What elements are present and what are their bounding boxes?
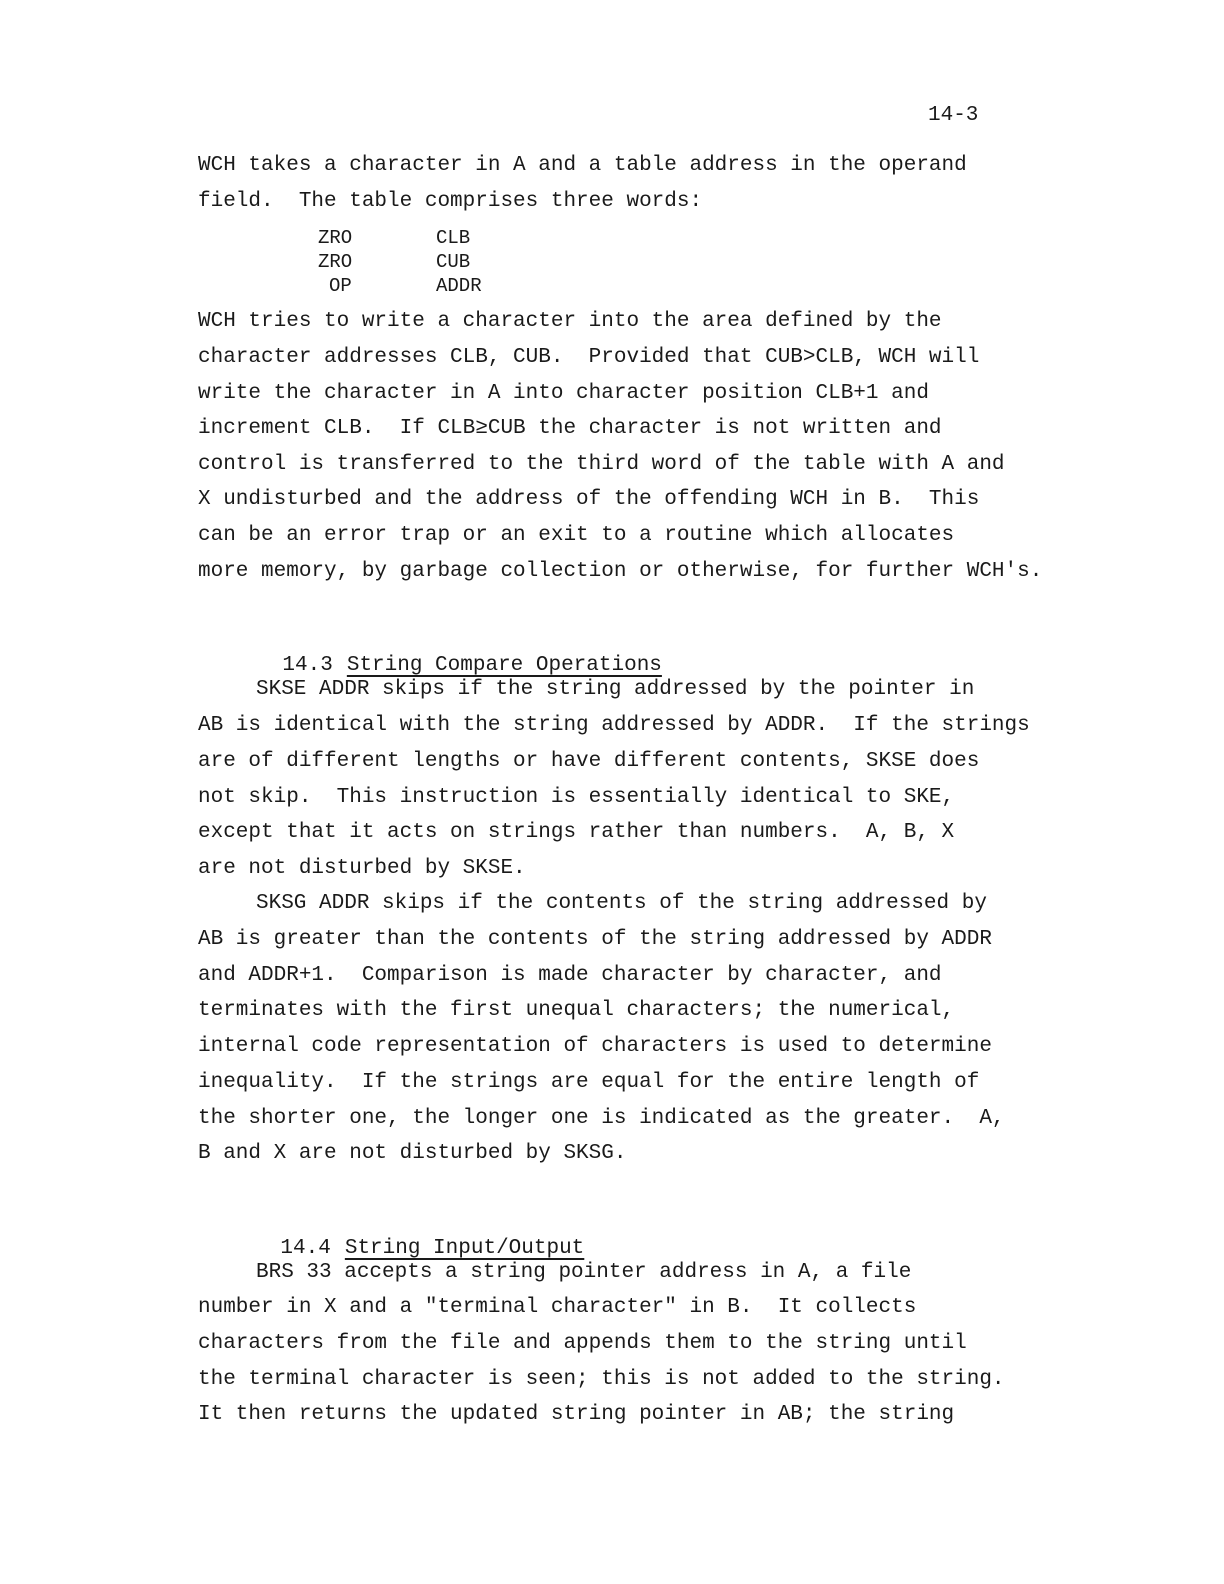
text-line: WCH takes a character in A and a table address in the operand (198, 154, 967, 177)
text-line: write the character in A into character position CLB+1 and (198, 382, 929, 405)
text-line: number in X and a "terminal character" in B. It collects (198, 1296, 917, 1319)
text-line: B and X are not disturbed by SKSG. (198, 1142, 627, 1165)
text-line: field. The table comprises three words: (198, 190, 703, 213)
text-line: BRS 33 accepts a string pointer address in A, a file (256, 1261, 912, 1284)
text-line: internal code representation of characters is used to determine (198, 1035, 992, 1058)
text-line: the shorter one, the longer one is indicated as the greater. A, (198, 1107, 1005, 1130)
text-line: the terminal character is seen; this is not added to the string. (198, 1368, 1005, 1391)
text-line: It then returns the updated string pointer in AB; the string (198, 1403, 955, 1426)
table-op: ZRO (318, 227, 353, 249)
text-line: more memory, by garbage collection or otherwise, for further WCH's. (198, 560, 1043, 583)
section-title: String Input/Output (344, 1237, 585, 1260)
table-op: OP (329, 275, 352, 297)
text-line: terminates with the first unequal characters; the numerical, (198, 999, 955, 1022)
text-line: can be an error trap or an exit to a routine which allocates (198, 524, 955, 547)
text-line: characters from the file and appends them to the string until (198, 1332, 967, 1355)
table-arg: CLB (436, 227, 471, 249)
text-line: except that it acts on strings rather than numbers. A, B, X (198, 821, 955, 844)
text-line: not skip. This instruction is essentially identical to SKE, (198, 786, 955, 809)
text-line: SKSE ADDR skips if the string addressed by the pointer in (256, 678, 975, 701)
text-line: increment CLB. If CLB≥CUB the character is not written and (198, 417, 942, 440)
text-line: character addresses CLB, CUB. Provided that CUB>CLB, WCH will (198, 346, 980, 369)
table-arg: CUB (436, 251, 471, 273)
text-line: control is transferred to the third word of the table with A and (198, 453, 1005, 476)
text-line: WCH tries to write a character into the area defined by the (198, 310, 942, 333)
text-line: X undisturbed and the address of the offending WCH in B. This (198, 488, 980, 511)
text-line: SKSG ADDR skips if the contents of the string addressed by (256, 892, 987, 915)
text-line: inequality. If the strings are equal for the entire length of (198, 1071, 980, 1094)
text-line: are not disturbed by SKSE. (198, 857, 526, 880)
text-line: AB is identical with the string addressed by ADDR. If the strings (198, 714, 1030, 737)
section-title: String Compare Operations (346, 654, 662, 677)
page-number: 14-3 (928, 104, 979, 127)
table-op: ZRO (318, 251, 353, 273)
text-line: and ADDR+1. Comparison is made character by character, and (198, 964, 942, 987)
text-line: are of different lengths or have different contents, SKSE does (198, 750, 980, 773)
section-number: 14.4 (280, 1237, 331, 1260)
section-number: 14.3 (282, 654, 333, 677)
text-line: AB is greater than the contents of the string addressed by ADDR (198, 928, 992, 951)
table-arg: ADDR (436, 275, 482, 297)
